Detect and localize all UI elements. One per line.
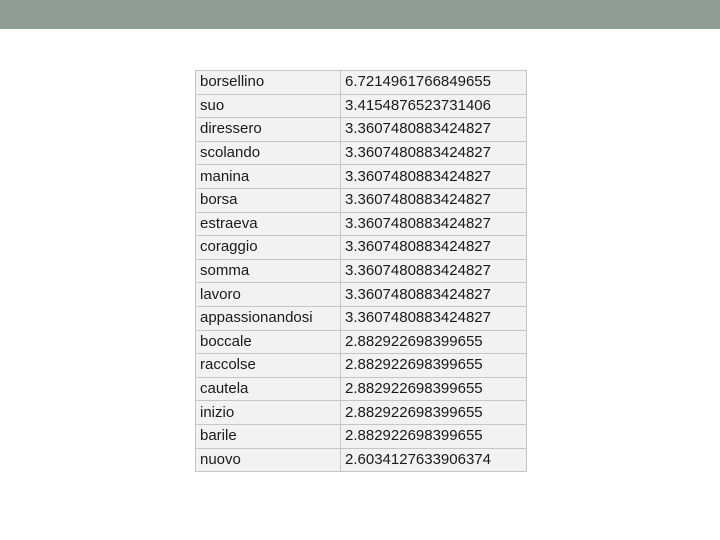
table-row (196, 188, 527, 212)
score-cell: 3.3607480883424827 (341, 283, 527, 307)
word-cell: manina (196, 165, 341, 189)
score-cell: 3.3607480883424827 (341, 118, 527, 142)
word-cell: boccale (196, 330, 341, 354)
table-row (196, 165, 527, 189)
score-cell: 2.882922698399655 (341, 424, 527, 448)
score-cell: 3.3607480883424827 (341, 306, 527, 330)
score-cell: 3.3607480883424827 (341, 188, 527, 212)
score-cell: 3.3607480883424827 (341, 165, 527, 189)
table-row (196, 448, 527, 472)
score-cell: 3.3607480883424827 (341, 212, 527, 236)
score-cell: 3.3607480883424827 (341, 236, 527, 260)
table-row (196, 377, 527, 401)
table-row (196, 118, 527, 142)
word-cell: inizio (196, 401, 341, 425)
word-cell: cautela (196, 377, 341, 401)
score-cell: 3.4154876523731406 (341, 94, 527, 118)
table-row (196, 71, 527, 95)
table-row (196, 401, 527, 425)
score-cell: 3.3607480883424827 (341, 141, 527, 165)
table-row (196, 424, 527, 448)
score-cell: 2.6034127633906374 (341, 448, 527, 472)
word-cell: coraggio (196, 236, 341, 260)
word-cell: nuovo (196, 448, 341, 472)
table-row (196, 212, 527, 236)
word-cell: diressero (196, 118, 341, 142)
table-row (196, 259, 527, 283)
word-cell: suo (196, 94, 341, 118)
table-row (196, 330, 527, 354)
score-cell: 2.882922698399655 (341, 330, 527, 354)
table-row (196, 306, 527, 330)
table-row (196, 94, 527, 118)
word-cell: raccolse (196, 354, 341, 378)
word-cell: appassionandosi (196, 306, 341, 330)
score-cell: 6.7214961766849655 (341, 71, 527, 95)
score-cell: 3.3607480883424827 (341, 259, 527, 283)
table-row (196, 283, 527, 307)
word-cell: borsa (196, 188, 341, 212)
word-cell: barile (196, 424, 341, 448)
score-cell: 2.882922698399655 (341, 354, 527, 378)
score-cell: 2.882922698399655 (341, 401, 527, 425)
word-cell: somma (196, 259, 341, 283)
word-cell: estraeva (196, 212, 341, 236)
word-cell: scolando (196, 141, 341, 165)
table-row (196, 141, 527, 165)
score-cell: 2.882922698399655 (341, 377, 527, 401)
table-row (196, 354, 527, 378)
word-cell: lavoro (196, 283, 341, 307)
word-score-table (195, 70, 527, 472)
table-row (196, 236, 527, 260)
word-cell: borsellino (196, 71, 341, 95)
table-body (196, 71, 527, 472)
header-bar (0, 0, 720, 29)
